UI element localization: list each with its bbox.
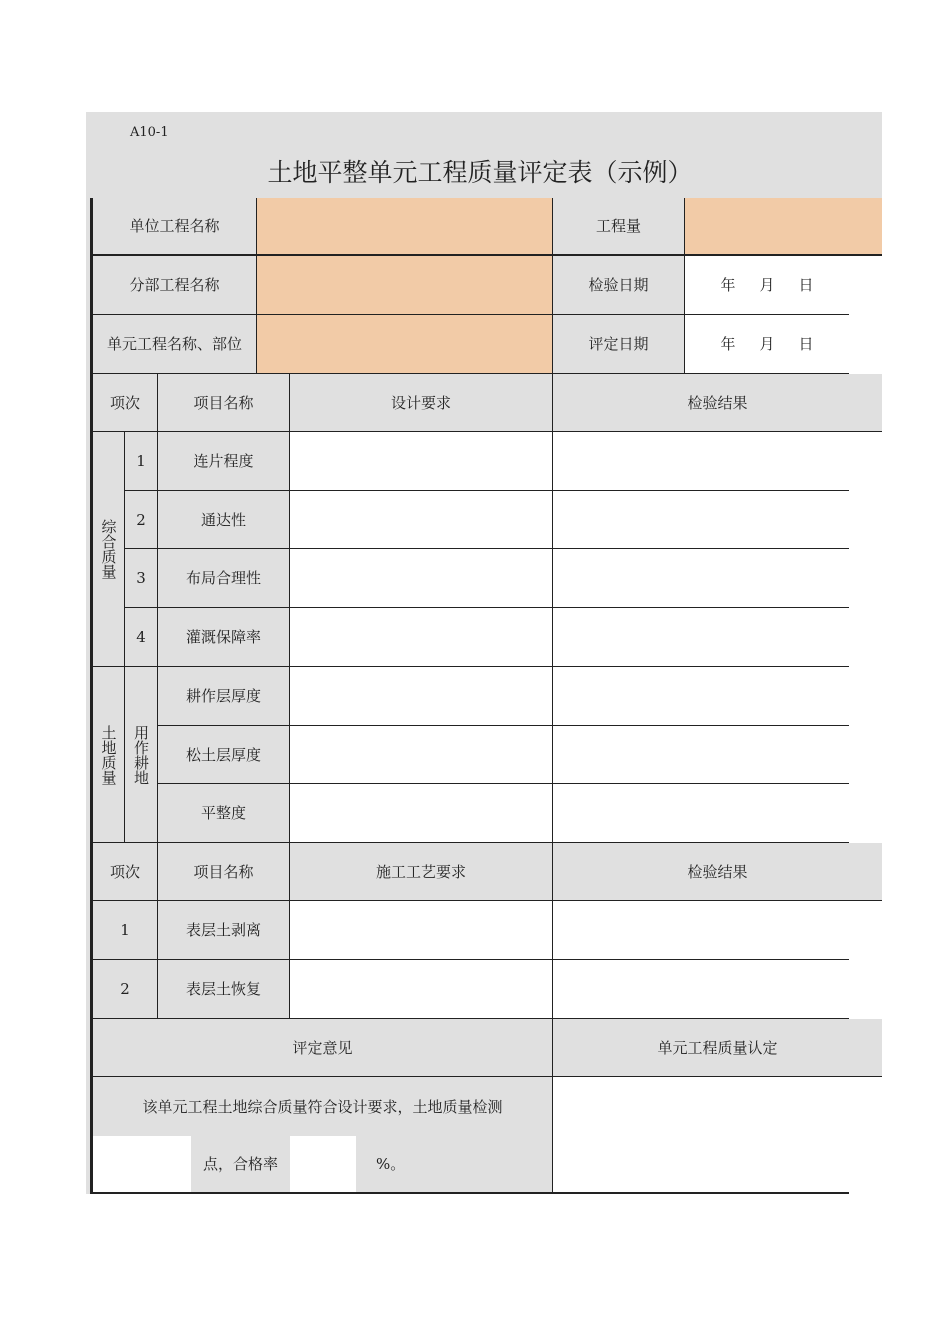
quality-determination-header: 单元工程质量认定 <box>553 1019 882 1077</box>
points-input[interactable] <box>90 1136 191 1194</box>
result-cell[interactable] <box>553 432 849 491</box>
opinion-header: 评定意见 <box>90 1019 553 1077</box>
subgroup-farmland <box>125 667 158 843</box>
result-cell[interactable] <box>553 549 849 608</box>
item-name: 表层土恢复 <box>158 960 290 1019</box>
date-day: 日 <box>798 276 814 294</box>
requirement-cell[interactable] <box>290 491 553 549</box>
unit-project-value[interactable] <box>257 198 553 256</box>
item-index: 1 <box>90 901 158 960</box>
group-land-quality-label: 土地质量 <box>99 724 118 785</box>
item-index: 3 <box>125 549 158 608</box>
pass-rate-input[interactable] <box>290 1136 356 1194</box>
result-cell[interactable] <box>553 901 849 960</box>
requirement-cell[interactable] <box>290 608 553 667</box>
requirement-cell[interactable] <box>290 432 553 491</box>
item-index: 2 <box>90 960 158 1019</box>
item-name: 通达性 <box>158 491 290 549</box>
date-year: 年 <box>720 335 736 353</box>
date-month: 月 <box>759 335 775 353</box>
requirement-cell[interactable] <box>290 667 553 726</box>
item-name: 连片程度 <box>158 432 290 491</box>
result-cell[interactable] <box>553 608 849 667</box>
col-item-header: 项目名称 <box>158 374 290 432</box>
group-land-quality <box>90 667 125 843</box>
quantity-value[interactable] <box>685 198 882 256</box>
item-name: 松土层厚度 <box>158 726 290 784</box>
item-name: 表层土剥离 <box>158 901 290 960</box>
col-result-header: 检验结果 <box>553 374 882 432</box>
requirement-cell[interactable] <box>290 549 553 608</box>
date-day: 日 <box>798 335 814 353</box>
item-name: 耕作层厚度 <box>158 667 290 726</box>
requirement-cell[interactable] <box>290 726 553 784</box>
evaluation-date-label: 评定日期 <box>553 315 685 374</box>
item-name: 布局合理性 <box>158 549 290 608</box>
col-requirement-header: 设计要求 <box>290 374 553 432</box>
sub-project-label: 分部工程名称 <box>90 256 257 315</box>
percent-label: %。 <box>356 1136 553 1194</box>
date-year: 年 <box>720 276 736 294</box>
unit-project-label: 单位工程名称 <box>90 198 257 256</box>
inspection-date-value[interactable] <box>685 256 849 315</box>
quality-determination-cell[interactable] <box>553 1077 849 1194</box>
col-index-header: 项次 <box>90 374 158 432</box>
item-index: 2 <box>125 491 158 549</box>
process-cell[interactable] <box>290 960 553 1019</box>
opinion-sentence: 该单元工程土地综合质量符合设计要求，土地质量检测 <box>90 1077 553 1136</box>
subgroup-farmland-label: 用作耕地 <box>132 724 150 785</box>
sub-project-value[interactable] <box>257 256 553 315</box>
unit-element-value[interactable] <box>257 315 553 374</box>
col-item-header: 项目名称 <box>158 843 290 901</box>
col-result-header: 检验结果 <box>553 843 882 901</box>
requirement-cell[interactable] <box>290 784 553 843</box>
form-code: A10-1 <box>130 125 169 141</box>
inspection-date-label: 检验日期 <box>553 256 685 315</box>
result-cell[interactable] <box>553 726 849 784</box>
result-cell[interactable] <box>553 491 849 549</box>
group-comprehensive-quality-label: 综合质量 <box>99 519 118 579</box>
group-comprehensive-quality <box>90 432 125 667</box>
result-cell[interactable] <box>553 784 849 843</box>
col-process-header: 施工工艺要求 <box>290 843 553 901</box>
item-name: 平整度 <box>158 784 290 843</box>
process-cell[interactable] <box>290 901 553 960</box>
col-index-header: 项次 <box>90 843 158 901</box>
page-title: 土地平整单元工程质量评定表（示例） <box>267 158 693 187</box>
unit-element-label: 单元工程名称、部位 <box>90 315 257 374</box>
item-index: 4 <box>125 608 158 667</box>
points-label: 点，合格率 <box>191 1136 290 1194</box>
item-name: 灌溉保障率 <box>158 608 290 667</box>
date-month: 月 <box>759 276 775 294</box>
evaluation-date-value[interactable] <box>685 315 849 374</box>
quantity-label: 工程量 <box>553 198 685 256</box>
result-cell[interactable] <box>553 667 849 726</box>
result-cell[interactable] <box>553 960 849 1019</box>
item-index: 1 <box>125 432 158 491</box>
